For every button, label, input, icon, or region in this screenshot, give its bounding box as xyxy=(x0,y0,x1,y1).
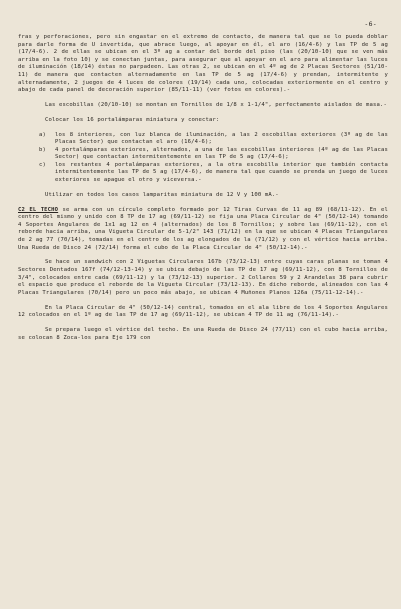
list-text: 4 portalámparas exteriores, alternados, a una de las escobillas interiores (4º ag de las Placas Sector) que contactan intermitentemente en las TP de 5 ag (17/4-6); xyxy=(55,146,388,161)
paragraph-techo-text: se arma con un círculo completo formado por 12 Tiras Curvas de 11 ag 89 (68/11-12). En el centro del mismo y unido con 8 TP de 17 ag (69/11-12) se fija una Placa Circular de 4" (50/12-14) tomando 4 Soportes Angulares de 1x1 ag 12 en 4 (alternados) de los 8 Tornillos; y sobre las (69/11-12), con el reborde hacia arriba, una Vigueta Circular de 5-1/2" 143 (71/12) en la que se ubican 4 Placas Triangulares de 2 ag 77 (70/14), tomadas en el centro de los ag elongados de la (71/12) y con el vértice hacia arriba. Una Rueda de Disco 24 (72/14) forma el cubo de la Placa Circular de 4" (50/12-14).- xyxy=(18,206,388,251)
list-item-a xyxy=(18,132,388,147)
list-label: b) xyxy=(39,146,46,153)
paragraph-techo xyxy=(18,207,388,253)
paragraph-sandwich: Se hace un sandwich con 2 Viguetas Circulares 167b (73/12-13) entre cuyas caras planas se toman 4 Sectores Dentados 167f (74/12-13-14) y se ubica debajo de las TP de 17 ag (69/11-12), con 8 Tornillos de 3/4", colocados entre cada (69/11-12) y la (73/12-13) superior. 2 Collares 59 y 2 Arandelas 38 para cubrir el espacio que produce el reborde de la Vigueta Circular (73/12-13). En dicho reborde, alineados con las 4 Placas Triangulares (70/14) pero un poco más abajo, se ubican 4 Muñones Planos 126a (75/11-12-14).- xyxy=(18,259,388,296)
paragraph-vertice: Se prepara luego el vértice del techo. En una Rueda de Disco 24 (77/11) con el cubo hacia arriba, se colocan 8 Zoca-los para Eje 179 con xyxy=(18,326,388,341)
list-text: los restantes 4 portalámparas exteriores, a la otra escobilla interior que también contacta intermitentemente las TP de 5 ag (17/4-6), de manera tal que cuando se prenda un juego de luces exteriores se apague el otro y viceversa.- xyxy=(55,161,388,184)
paragraph-continuation: fras y perforaciones, pero sin engastar en el extremo de contacto, de manera tal que se lo pueda doblar para darle forma de U invertida, que abrace luego, al apoyar en él, el aro (16/4-6) y las TP de 5 ag (17/4-6). 2 de ellas se ubican en el 3º ag a contar del borde del piso (las (20/10-10) que se ven más arriba en la foto 10) y se conectan juntas, para asegurar que al apoyar en el aro para alimentar las luces de iluminación (18/14) éstas no parpadeen. Las otras 2, se ubican en el 4º ag de 2 Placas Sectores (51/10-11) de manera que contacten alternadamente en las TP de 5 ag (17/4-6) y prendan, intermitente y alternadamente, 2 juegos de 4 luces de colores (19/14) cada uno, colocadas exteriormente en el centro y abajo de cada panel de decoración superior (85/11-11) (ver fotos en colores).- xyxy=(18,34,388,94)
list-label: c) xyxy=(39,161,46,168)
section-heading: C2 EL TECHO xyxy=(18,206,59,213)
list-item-c xyxy=(18,162,388,185)
page-number: -6- xyxy=(364,20,377,28)
list-text: los 8 interiores, con luz blanca de iluminación, a las 2 escobillas exteriores (3º ag de las Placas Sector) que contactan el aro (16/4-6); xyxy=(55,131,388,146)
list-item-b xyxy=(18,147,388,162)
paragraph-portalamparas: Colocar los 16 portalámparas miniatura y conectar: xyxy=(45,116,220,123)
paragraph-lamparitas: Utilizar en todos los casos lamparitas miniatura de 12 V y 100 mA.- xyxy=(45,191,279,198)
paragraph-placa-circular: En la Placa Circular de 4" (50/12-14) central, tomados en el ala libre de los 4 Soportes Angulares 12 colocados en el 1º ag de las TP de 17 ag (69/11-12), se ubican 4 TP de 11 ag (76/11-14).- xyxy=(18,304,388,319)
body-text xyxy=(18,34,388,342)
list-label: a) xyxy=(39,131,46,138)
paragraph-escobillas: Las escobillas (20/10-10) se montan en Tornillos de 1/8 x 1-1/4", perfectamente aislados de masa.- xyxy=(45,101,387,108)
